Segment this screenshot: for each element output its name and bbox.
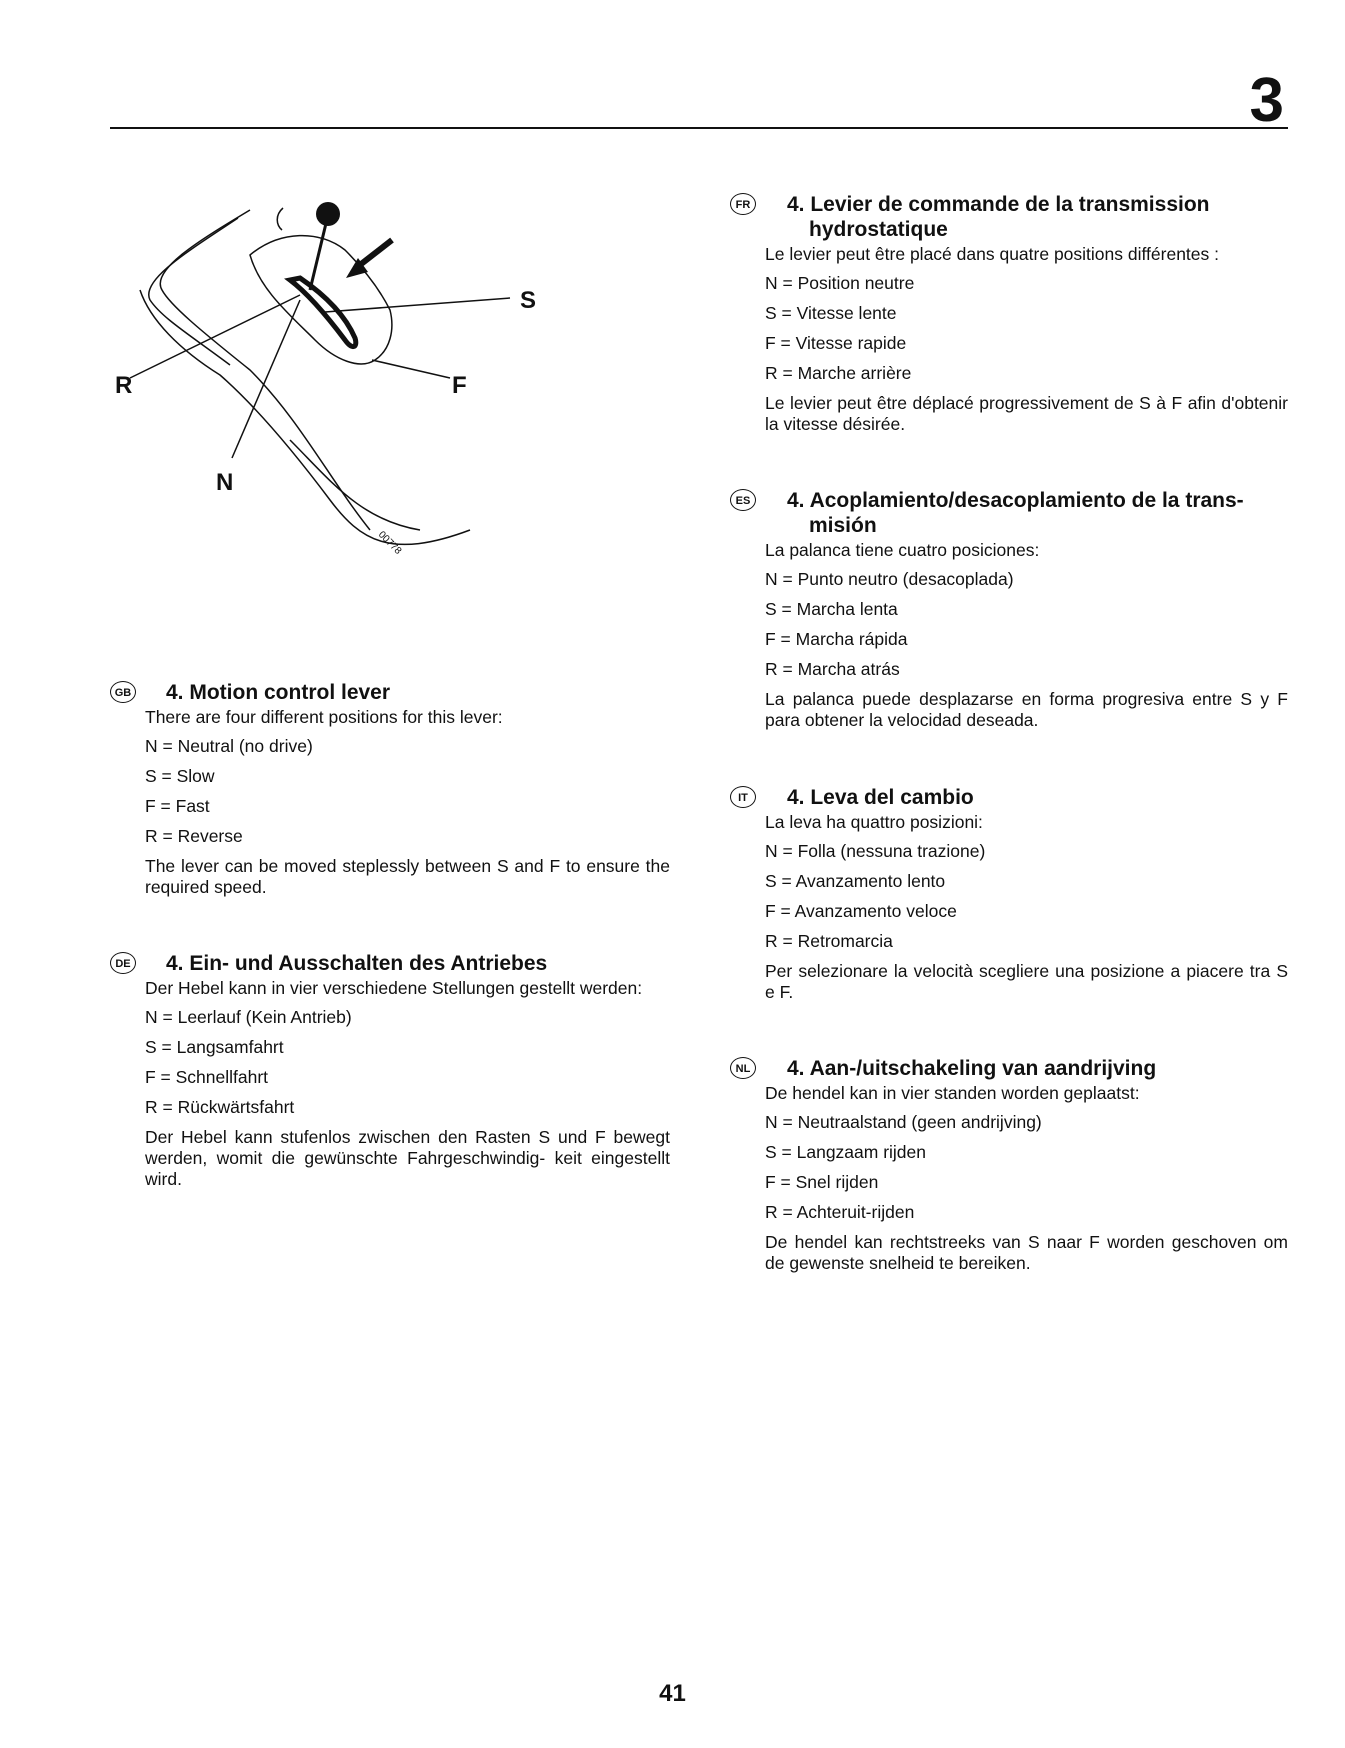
list-item: N = Neutral (no drive) (145, 736, 313, 756)
lever-diagram (110, 200, 630, 630)
section-heading: 4. Motion control lever (166, 681, 391, 704)
section-intro: Le levier peut être placé dans quatre positions différentes : (765, 244, 1219, 264)
position-list (765, 1112, 1288, 1223)
list-item: F = Snel rijden (765, 1172, 879, 1192)
list-item: R = Marche arrière (765, 363, 912, 383)
figure-reference: 00778 (375, 529, 404, 557)
list-item: S = Avanzamento lento (765, 871, 946, 891)
section-note: La palanca puede desplazarse en forma progresiva entre S y F para obtener la velocidad deseada. (765, 689, 1288, 730)
section-gb (114, 680, 670, 898)
header-rule (110, 127, 1288, 129)
list-item: N = Leerlauf (Kein Antrieb) (145, 1007, 352, 1027)
arrow-curve (277, 208, 283, 230)
lang-badge-es: ES (730, 489, 756, 511)
list-item: F = Vitesse rapide (765, 333, 907, 353)
section-heading: 4. Aan-/uitschakeling van aandrijving (787, 1057, 1157, 1080)
callout-n: N (216, 469, 234, 496)
section-note: Le levier peut être déplacé progressivement de S à F afin d'obtenir la vitesse désirée. (765, 393, 1288, 434)
position-list (145, 1007, 670, 1118)
list-item: R = Reverse (145, 826, 243, 846)
callout-line-s (325, 298, 510, 312)
lever-shaft (310, 215, 328, 290)
section-heading-line1: 4. Levier de commande de la transmission (787, 193, 1210, 216)
list-item: S = Langsamfahrt (145, 1037, 284, 1057)
fender-lower (290, 440, 420, 530)
section-heading: 4. Leva del cambio (787, 786, 974, 809)
section-fr (735, 192, 1288, 435)
lang-badge-de: DE (110, 952, 136, 974)
section-intro: La palanca tiene cuatro posiciones: (765, 540, 1040, 560)
fender-edge (140, 290, 470, 544)
list-item: R = Marcha atrás (765, 659, 900, 679)
lever-illustration (110, 200, 630, 630)
section-heading (765, 488, 1288, 538)
list-item: S = Slow (145, 766, 215, 786)
fender-outline (160, 210, 370, 530)
position-list (145, 736, 670, 847)
position-list (765, 841, 1288, 952)
position-list (765, 569, 1288, 680)
page-number: 41 (659, 1680, 686, 1707)
section-heading-line2: misión (809, 514, 877, 537)
section-intro: There are four different positions for this lever: (145, 707, 503, 727)
list-item: F = Avanzamento veloce (765, 901, 957, 921)
list-item: S = Vitesse lente (765, 303, 897, 323)
list-item: N = Position neutre (765, 273, 915, 293)
callout-r: R (115, 372, 133, 399)
section-note: Der Hebel kann stufenlos zwischen den Rasten S und F bewegt werden, womit die gewünschte Fahrgeschwindig- keit eingestellt wird. (145, 1127, 670, 1189)
list-item: F = Marcha rápida (765, 629, 908, 649)
section-heading-line1: 4. Acoplamiento/desacoplamiento de la trans- (787, 489, 1244, 512)
list-item: N = Neutraalstand (geen andrijving) (765, 1112, 1042, 1132)
section-nl (735, 1056, 1288, 1274)
section-heading: 4. Ein- und Ausschalten des Antriebes (166, 952, 548, 975)
callout-f: F (452, 372, 467, 399)
list-item: N = Punto neutro (desacoplada) (765, 569, 1014, 589)
callout-s: S (520, 287, 537, 314)
chapter-number: 3 (1249, 66, 1283, 135)
section-it (738, 785, 1288, 1003)
section-de (115, 951, 670, 1190)
section-intro: De hendel kan in vier standen worden geplaatst: (765, 1083, 1140, 1103)
section-note: The lever can be moved steplessly between S and F to ensure the required speed. (145, 856, 670, 897)
section-intro: La leva ha quattro posizioni: (765, 812, 983, 832)
callout-line-f (372, 360, 450, 378)
section-heading-line2: hydrostatique (809, 218, 948, 241)
list-item: N = Folla (nessuna trazione) (765, 841, 986, 861)
list-item: F = Fast (145, 796, 210, 816)
position-list (765, 273, 1288, 384)
list-item: S = Langzaam rijden (765, 1142, 927, 1162)
list-item: S = Marcha lenta (765, 599, 898, 619)
list-item: R = Rückwärtsfahrt (145, 1097, 295, 1117)
section-intro: Der Hebel kann in vier verschiedene Stellungen gestellt werden: (145, 978, 643, 998)
section-note: Per selezionare la velocità scegliere una posizione a piacere tra S e F. (765, 961, 1288, 1002)
list-item: R = Retromarcia (765, 931, 893, 951)
section-es (735, 488, 1288, 731)
section-note: De hendel kan rechtstreeks van S naar F worden geschoven om de gewenste snelheid te bereiken. (765, 1232, 1288, 1273)
lang-badge-nl: NL (730, 1057, 756, 1079)
list-item: F = Schnellfahrt (145, 1067, 269, 1087)
lever-knob (316, 202, 340, 226)
list-item: R = Achteruit-rijden (765, 1202, 915, 1222)
section-heading (765, 192, 1288, 242)
lang-badge-fr: FR (730, 193, 756, 215)
lever-slot (290, 278, 356, 347)
lang-badge-gb: GB (110, 681, 136, 703)
lang-badge-it: IT (730, 786, 756, 808)
